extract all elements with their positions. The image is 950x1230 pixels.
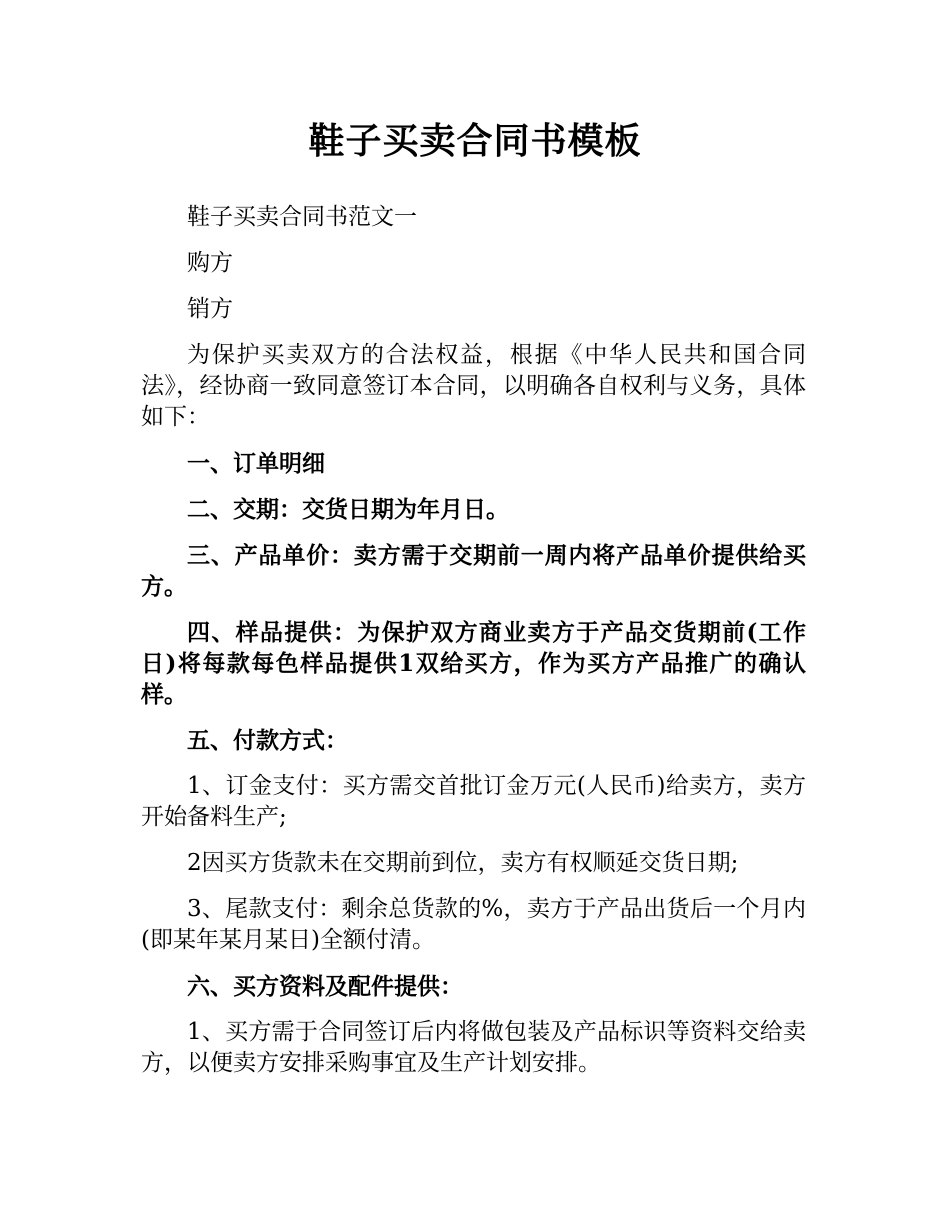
section-heading-unit-price: 三、产品单价：卖方需于交期前一周内将产品单价提供给买方。	[141, 542, 806, 600]
paragraph-buyer-materials: 1、买方需于合同签订后内将做包装及产品标识等资料交给卖方，以便卖方安排采购事宜及生产计划安排。	[141, 1019, 806, 1076]
section-heading-order-details: 一、订单明细	[187, 450, 325, 477]
paragraph-intro: 为保护买卖双方的合法权益，根据《中华人民共和国合同法》，经协商一致同意签订本合同，以明确各自权利与义务，具体如下：	[141, 342, 806, 430]
paragraph-subtitle: 鞋子买卖合同书范文一	[187, 204, 417, 230]
section-heading-buyer-materials: 六、买方资料及配件提供：	[187, 973, 463, 1000]
paragraph-buyer: 购方	[187, 250, 233, 276]
paragraph-deposit: 1、订金支付：买方需交首批订金万元(人民币)给卖方，卖方开始备料生产;	[141, 773, 806, 830]
paragraph-delay: 2因买方货款未在交期前到位，卖方有权顺延交货日期;	[187, 850, 739, 876]
paragraph-balance: 3、尾款支付：剩余总货款的%，卖方于产品出货后一个月内(即某年某月某日)全额付清。	[141, 896, 806, 953]
document-body	[141, 202, 806, 1094]
section-heading-payment: 五、付款方式：	[187, 727, 348, 754]
section-heading-samples: 四、样品提供：为保护双方商业卖方于产品交货期前(工作日)将每款每色样品提供1双给买方，作为买方产品推广的确认样。	[141, 619, 806, 708]
section-heading-delivery-date: 二、交期：交货日期为年月日。	[187, 496, 509, 523]
paragraph-seller: 销方	[187, 296, 233, 322]
document-title: 鞋子买卖合同书模板	[308, 121, 642, 162]
